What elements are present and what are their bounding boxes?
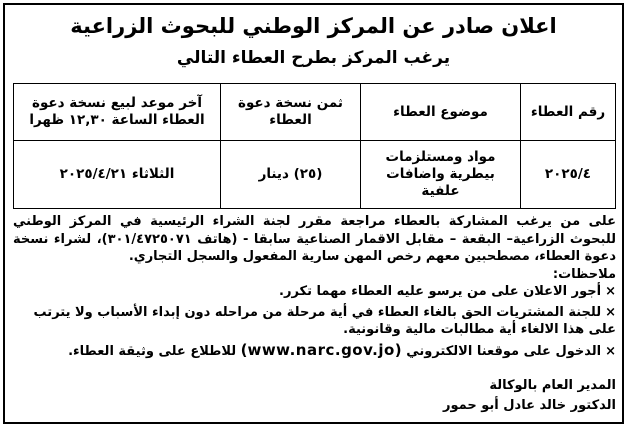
cell-tender-number: ٢٠٢٥/٤ — [521, 141, 616, 209]
note-text-3a: الدخول على موقعنا الالكتروني — [406, 343, 602, 359]
announcement-subtitle: يرغب المركز بطرح العطاء التالي — [176, 48, 451, 68]
notes-list — [13, 283, 616, 363]
tender-table — [13, 83, 616, 209]
note-text-3b: للاطلاع على وثيقة العطاء. — [68, 343, 237, 359]
announcement-frame — [3, 3, 624, 424]
cell-tender-price: (٢٥) دينار — [221, 141, 361, 209]
note-text-1: أجور الاعلان على من يرسو عليه العطاء مهما تكرر. — [279, 284, 602, 299]
signature-name: الدكتور خالد عادل أبو حمور — [442, 398, 616, 413]
note-text-2: للجنة المشتريات الحق بالغاء العطاء في أية مرحلة من مراحله دون إبداء الأسباب ولا يترتب على هذا الالغاء أية مطالبات مالية وقانونية. — [33, 304, 616, 337]
header-tender-deadline: آخر موعد لبيع نسخة دعوة العطاء الساعة ١٢,٣٠ ظهرا — [14, 84, 221, 141]
list-item — [13, 342, 616, 361]
cell-tender-deadline: الثلاثاء ٢٠٢٥/٤/٢١ — [14, 141, 221, 209]
bullet-icon: × — [605, 284, 616, 299]
header-tender-number: رقم العطاء — [521, 84, 616, 141]
announcement-body: على من يرغب المشاركة بالعطاء مراجعة مقرر لجنة الشراء الرئيسية في المركز الوطني للبحوث الزراعية– البقعة – مقابل الاقمار الصناعية سابقا - (هاتف ٣٠١/٤٧٢٥٠٧١)، لشراء نسخة دعوة العطاء، مصطحبين معهم رخص المهن سارية المفعول والسجل التجاري. — [13, 214, 617, 264]
table-row — [14, 141, 616, 209]
list-item — [13, 304, 616, 339]
header-tender-subject: موضوع العطاء — [361, 84, 521, 141]
tender-table-header-row — [14, 84, 616, 141]
signature-role: المدير العام بالوكالة — [489, 378, 616, 393]
list-item — [13, 283, 616, 301]
notes-title: ملاحظات: — [552, 267, 616, 282]
announcement-title: اعلان صادر عن المركز الوطني للبحوث الزراعية — [70, 14, 557, 38]
header-tender-price: ثمن نسخة دعوة العطاء — [221, 84, 361, 141]
bullet-icon: × — [605, 304, 616, 320]
bullet-icon: × — [605, 343, 616, 359]
website-link[interactable]: (www.narc.gov.jo) — [240, 340, 402, 359]
cell-tender-subject: مواد ومستلزمات بيطرية واضافات علفية — [361, 141, 521, 209]
